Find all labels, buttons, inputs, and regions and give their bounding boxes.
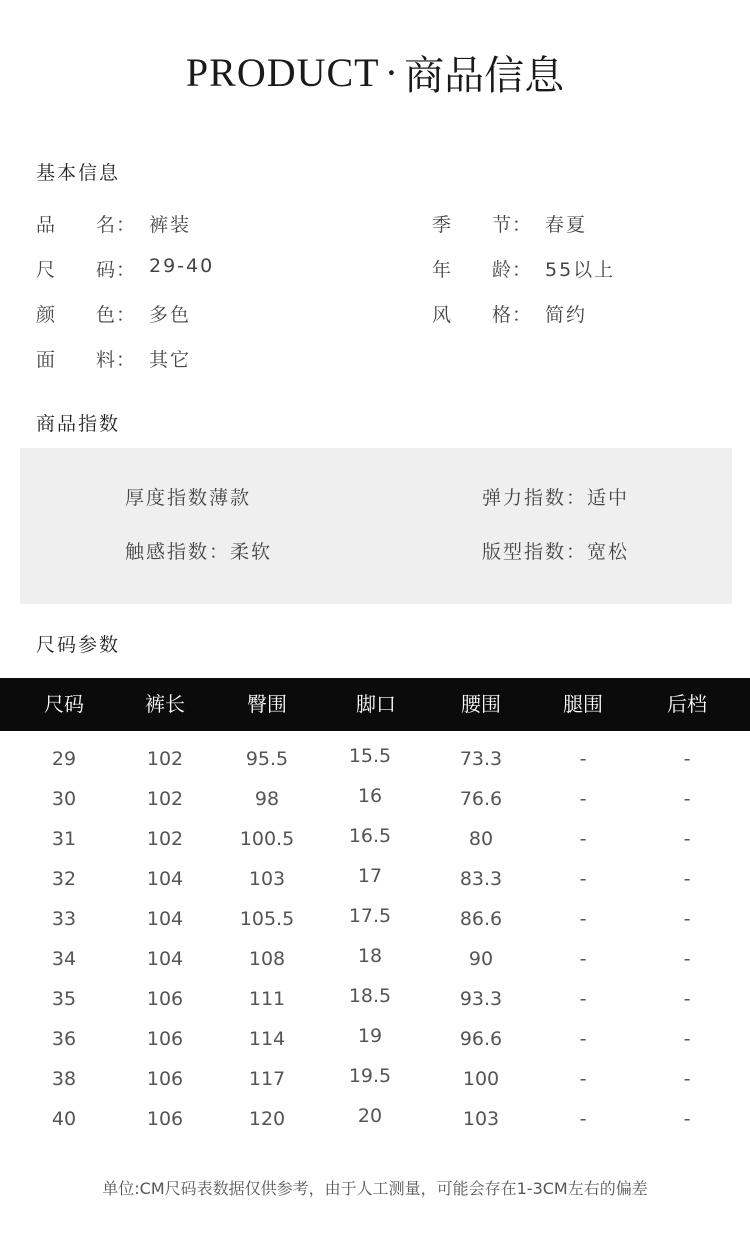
info-key-char-1: 风 (432, 304, 452, 326)
table-cell: 106 (146, 988, 184, 1010)
header-waist: 腰围 (461, 692, 501, 716)
table-cell: - (579, 1068, 587, 1090)
info-colon: ： (116, 349, 136, 371)
table-cell: 19 (357, 1025, 383, 1047)
table-cell: 108 (248, 948, 286, 970)
info-value: 多色 (149, 304, 192, 326)
table-cell: - (683, 1068, 691, 1090)
table-cell: - (683, 988, 691, 1010)
info-value: 其它 (149, 349, 192, 371)
table-row (0, 1059, 750, 1099)
table-cell: 104 (146, 868, 184, 890)
table-row (0, 779, 750, 819)
table-cell: - (579, 908, 587, 930)
header-rise: 后档 (667, 692, 707, 716)
table-cell: 114 (248, 1028, 286, 1050)
table-cell: 100 (462, 1068, 500, 1090)
table-cell: - (683, 748, 691, 770)
table-row (0, 819, 750, 859)
table-cell: 86.6 (459, 908, 503, 930)
table-cell: 103 (462, 1108, 500, 1130)
info-key-char-2: 龄 (492, 259, 512, 281)
table-cell: 18.5 (348, 985, 392, 1007)
table-cell: - (683, 868, 691, 890)
table-row (0, 939, 750, 979)
table-cell: - (579, 748, 587, 770)
title-en: PRODUCT (185, 50, 380, 95)
info-value: 29-40 (149, 255, 215, 277)
table-cell: - (579, 948, 587, 970)
table-header (0, 678, 750, 731)
info-colon: ： (512, 259, 532, 281)
table-cell: - (579, 1108, 587, 1130)
table-cell: - (683, 788, 691, 810)
table-cell: 34 (51, 948, 77, 970)
table-cell: 18 (357, 945, 383, 967)
info-value: 55以上 (545, 259, 616, 281)
table-cell: 105.5 (239, 908, 295, 930)
table-cell: 104 (146, 948, 184, 970)
table-cell: 40 (51, 1108, 77, 1130)
info-value: 裤装 (149, 214, 192, 236)
table-row (0, 859, 750, 899)
table-row (0, 979, 750, 1019)
table-cell: 117 (248, 1068, 286, 1090)
table-cell: 17 (357, 865, 383, 887)
header-hip: 臀围 (247, 692, 287, 716)
table-cell: - (683, 1108, 691, 1130)
table-cell: - (683, 1028, 691, 1050)
table-cell: 111 (248, 988, 286, 1010)
info-key-char-1: 面 (36, 349, 56, 371)
table-cell: 16 (357, 785, 383, 807)
table-row (0, 1099, 750, 1139)
info-value: 简约 (545, 304, 588, 326)
table-cell: 29 (51, 748, 77, 770)
info-key-char-2: 料 (96, 349, 116, 371)
table-cell: 20 (357, 1105, 383, 1127)
table-cell: 102 (146, 748, 184, 770)
product-index-panel (20, 448, 732, 604)
table-cell: - (579, 788, 587, 810)
info-key-char-1: 品 (36, 214, 56, 236)
table-cell: 19.5 (348, 1065, 392, 1087)
info-key-char-2: 格 (492, 304, 512, 326)
table-cell: 83.3 (459, 868, 503, 890)
table-cell: - (579, 868, 587, 890)
thickness-index: 厚度指数薄款 (125, 487, 252, 509)
table-cell: 32 (51, 868, 77, 890)
info-key-char-1: 颜 (36, 304, 56, 326)
header-hem: 脚口 (356, 692, 396, 716)
info-colon: ： (116, 304, 136, 326)
size-params-title: 尺码参数 (36, 634, 121, 656)
table-cell: - (683, 948, 691, 970)
table-cell: 106 (146, 1028, 184, 1050)
table-cell: 95.5 (245, 748, 289, 770)
table-cell: 93.3 (459, 988, 503, 1010)
title-cn: 商品信息 (404, 53, 565, 99)
table-cell: 103 (248, 868, 286, 890)
footnote: 单位:CM尺码表数据仅供参考，由于人工测量，可能会存在1-3CM左右的偏差 (102, 1179, 648, 1198)
table-cell: 80 (468, 828, 494, 850)
table-cell: - (579, 828, 587, 850)
table-cell: - (683, 828, 691, 850)
info-key-char-2: 码 (96, 259, 116, 281)
table-cell: 31 (51, 828, 77, 850)
table-body (0, 739, 750, 1139)
info-key-char-2: 色 (96, 304, 116, 326)
info-key-char-2: 名 (96, 214, 116, 236)
header-thigh: 腿围 (563, 692, 603, 716)
table-cell: 90 (468, 948, 494, 970)
info-key-char-1: 季 (432, 214, 452, 236)
table-cell: 15.5 (348, 745, 392, 767)
table-cell: 33 (51, 908, 77, 930)
table-cell: 38 (51, 1068, 77, 1090)
header-length: 裤长 (145, 692, 185, 716)
table-cell: 106 (146, 1068, 184, 1090)
info-colon: ： (512, 304, 532, 326)
table-row (0, 899, 750, 939)
table-row (0, 739, 750, 779)
title-separator: · (384, 50, 400, 95)
table-cell: 104 (146, 908, 184, 930)
table-cell: - (683, 908, 691, 930)
table-cell: 35 (51, 988, 77, 1010)
table-cell: - (579, 1028, 587, 1050)
table-cell: 76.6 (459, 788, 503, 810)
table-cell: 106 (146, 1108, 184, 1130)
info-colon: ： (116, 214, 136, 236)
header-size: 尺码 (44, 692, 84, 716)
size-table (0, 678, 750, 1139)
elasticity-index: 弹力指数：适中 (482, 487, 630, 509)
table-cell: 120 (248, 1108, 286, 1130)
basic-info-title: 基本信息 (36, 162, 121, 184)
table-cell: 98 (254, 788, 280, 810)
info-key-char-1: 尺 (36, 259, 56, 281)
info-value: 春夏 (545, 214, 588, 236)
table-cell: - (579, 988, 587, 1010)
table-cell: 96.6 (459, 1028, 503, 1050)
table-cell: 30 (51, 788, 77, 810)
table-cell: 102 (146, 788, 184, 810)
info-colon: ： (116, 259, 136, 281)
table-row (0, 1019, 750, 1059)
info-key-char-1: 年 (432, 259, 452, 281)
table-cell: 102 (146, 828, 184, 850)
table-cell: 17.5 (348, 905, 392, 927)
info-colon: ： (512, 214, 532, 236)
info-key-char-2: 节 (492, 214, 512, 236)
page-title (0, 44, 750, 101)
fit-index: 版型指数：宽松 (482, 541, 630, 563)
table-cell: 36 (51, 1028, 77, 1050)
table-cell: 73.3 (459, 748, 503, 770)
table-cell: 16.5 (348, 825, 392, 847)
product-index-title: 商品指数 (36, 413, 121, 435)
touch-index: 触感指数：柔软 (125, 541, 273, 563)
table-cell: 100.5 (239, 828, 295, 850)
